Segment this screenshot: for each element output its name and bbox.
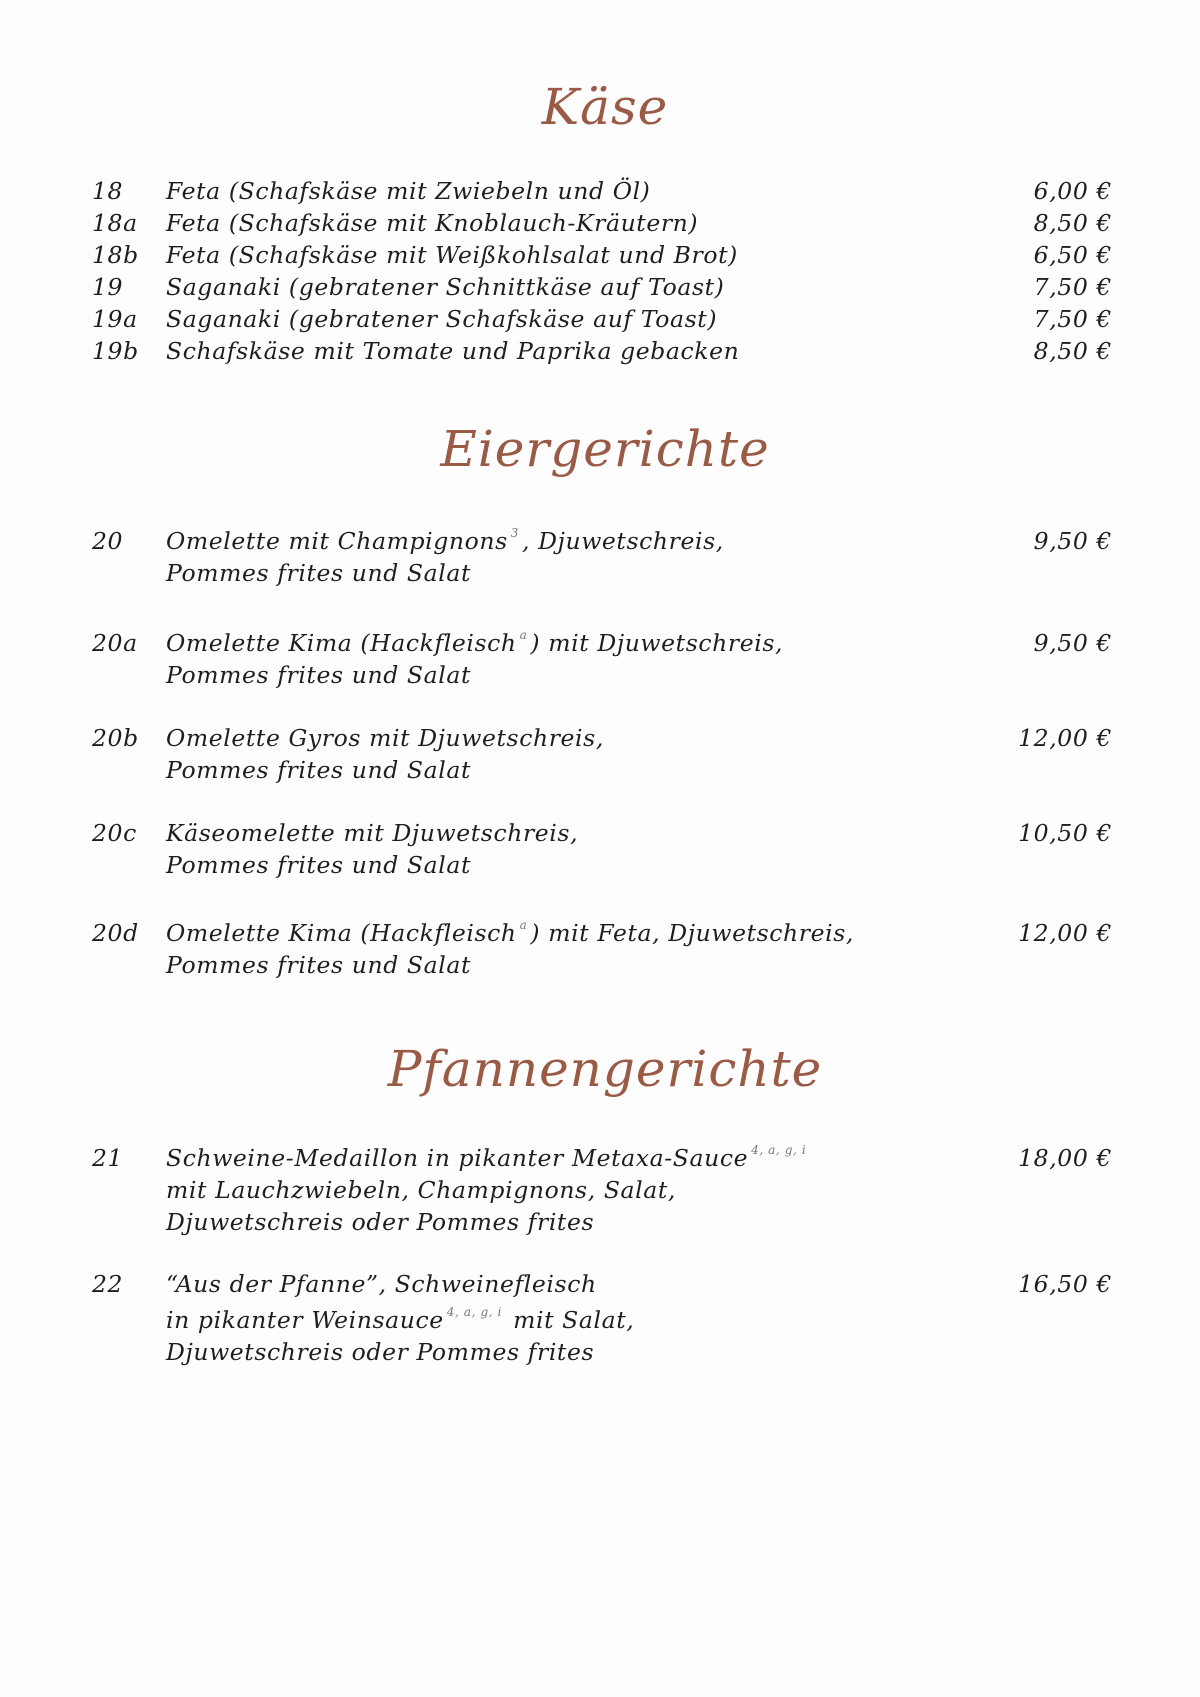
item-number: 20a xyxy=(92,629,138,657)
item-price: 9,50 € xyxy=(1033,629,1112,657)
item-description xyxy=(166,917,1016,981)
allergen-note: a xyxy=(519,628,528,642)
item-description: Saganaki (gebratener Schnittkäse auf Toast) xyxy=(166,273,725,301)
item-price: 6,50 € xyxy=(1033,241,1112,269)
desc-text: Käseomelette mit Djuwetschreis, xyxy=(166,819,579,847)
item-description: Feta (Schafskäse mit Weißkohlsalat und Brot) xyxy=(166,241,738,269)
desc-text: Pommes frites und Salat xyxy=(166,756,472,784)
desc-text: Pommes frites und Salat xyxy=(166,661,472,689)
desc-text: Pommes frites und Salat xyxy=(166,559,472,587)
item-number: 20b xyxy=(92,724,139,752)
desc-text: Omelette Kima (Hackfleisch xyxy=(166,919,517,947)
section-title-eiergerichte: Eiergerichte xyxy=(440,420,770,478)
item-description xyxy=(166,627,1016,691)
item-number: 22 xyxy=(92,1270,124,1298)
desc-text: mit Lauchzwiebeln, Champignons, Salat, xyxy=(166,1176,677,1204)
section-title-pfannengerichte: Pfannengerichte xyxy=(387,1040,823,1098)
desc-text: Djuwetschreis oder Pommes frites xyxy=(166,1208,595,1236)
item-number: 18a xyxy=(92,209,138,237)
item-price: 8,50 € xyxy=(1033,209,1112,237)
desc-text: Omelette Gyros mit Djuwetschreis, xyxy=(166,724,604,752)
desc-text: , Djuwetschreis, xyxy=(522,527,724,555)
item-description xyxy=(166,1142,1016,1238)
item-number: 20d xyxy=(92,919,139,947)
item-description xyxy=(166,722,1016,786)
allergen-note: 4, a, g, i xyxy=(751,1143,807,1157)
desc-text: mit Salat, xyxy=(505,1306,635,1334)
item-description: Saganaki (gebratener Schafskäse auf Toast) xyxy=(166,305,718,333)
desc-text: Schweine-Medaillon in pikanter Metaxa-Sauce xyxy=(166,1144,749,1172)
item-number: 18 xyxy=(92,177,124,205)
item-price: 7,50 € xyxy=(1033,305,1112,333)
desc-text: “Aus der Pfanne”, Schweinefleisch xyxy=(166,1270,597,1298)
desc-text: in pikanter Weinsauce xyxy=(166,1306,444,1334)
desc-text: ) mit Feta, Djuwetschreis, xyxy=(530,919,854,947)
item-description: Feta (Schafskäse mit Knoblauch-Kräutern) xyxy=(166,209,699,237)
item-price: 12,00 € xyxy=(1018,919,1112,947)
item-number: 19 xyxy=(92,273,124,301)
desc-text: Omelette mit Champignons xyxy=(166,527,508,555)
item-number: 20 xyxy=(92,527,124,555)
item-price: 12,00 € xyxy=(1018,724,1112,752)
allergen-note: 4, a, g, i xyxy=(446,1305,502,1319)
item-description xyxy=(166,817,1016,881)
item-description xyxy=(166,1268,1016,1368)
item-price: 7,50 € xyxy=(1033,273,1112,301)
item-number: 19a xyxy=(92,305,138,333)
item-price: 16,50 € xyxy=(1018,1270,1112,1298)
allergen-note: 3 xyxy=(510,526,519,540)
section-title-kaese: Käse xyxy=(541,78,669,136)
desc-text: Djuwetschreis oder Pommes frites xyxy=(166,1338,595,1366)
allergen-note: a xyxy=(519,918,528,932)
item-description: Schafskäse mit Tomate und Paprika gebacken xyxy=(166,337,740,365)
item-description xyxy=(166,525,1016,589)
item-number: 21 xyxy=(92,1144,124,1172)
item-description: Feta (Schafskäse mit Zwiebeln und Öl) xyxy=(166,177,651,205)
item-number: 19b xyxy=(92,337,139,365)
desc-text: Pommes frites und Salat xyxy=(166,951,472,979)
item-number: 18b xyxy=(92,241,139,269)
item-price: 9,50 € xyxy=(1033,527,1112,555)
item-price: 18,00 € xyxy=(1018,1144,1112,1172)
desc-text: Pommes frites und Salat xyxy=(166,851,472,879)
item-price: 8,50 € xyxy=(1033,337,1112,365)
desc-text: Omelette Kima (Hackfleisch xyxy=(166,629,517,657)
item-price: 6,00 € xyxy=(1033,177,1112,205)
item-price: 10,50 € xyxy=(1018,819,1112,847)
desc-text: ) mit Djuwetschreis, xyxy=(530,629,784,657)
item-number: 20c xyxy=(92,819,137,847)
